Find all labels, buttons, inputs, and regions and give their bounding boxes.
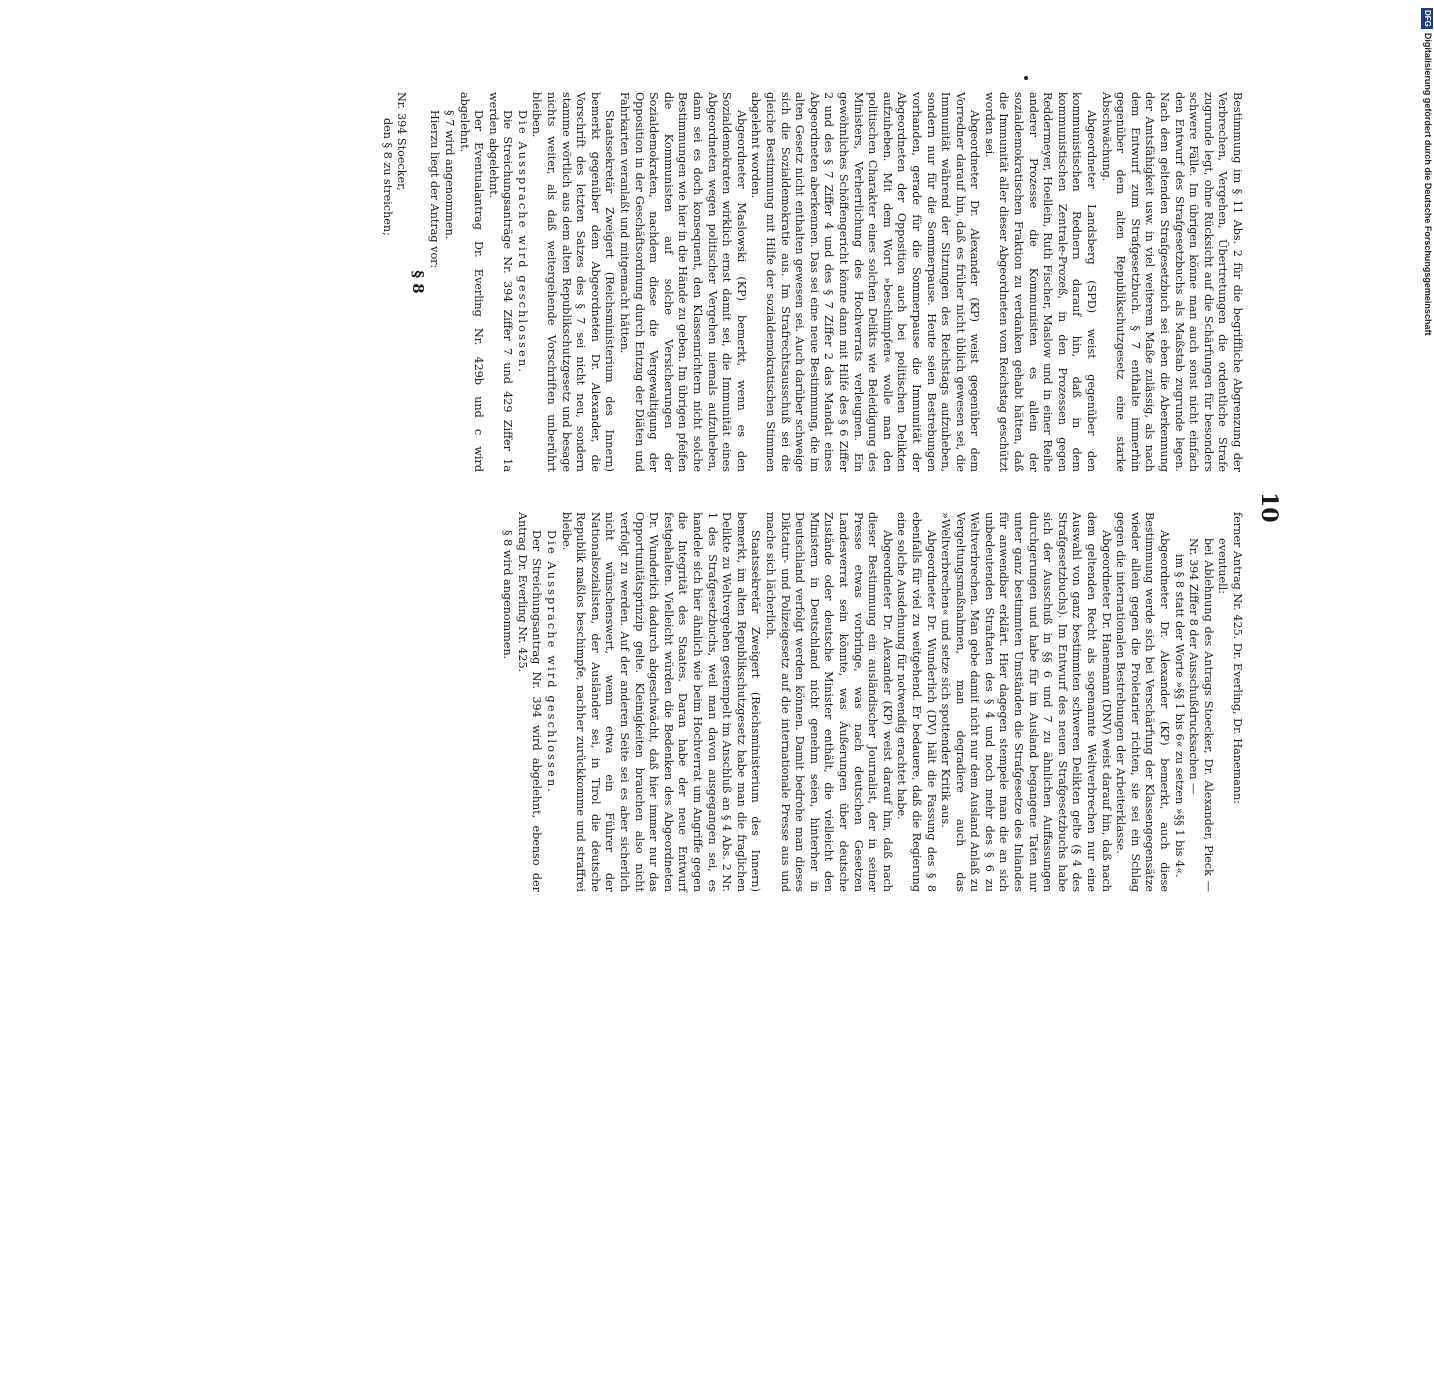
paragraph: Abgeordneter Dr. Alexander (KP) bemerkt, auch diese Bestimmung werde sich bei Verschärfung der Klassengegensätze wieder allein gegen die Proletarier richten, sie sei ein Schlag gegen die internationalen Bestrebungen der Arbeiterklasse. xyxy=(1114,512,1172,892)
eventuell-text: bei Ablehnung des Antrags Stoecker, Dr. Alexander, Pieck — Nr. 394 Ziffer 8 der Ausschußdrucksachen — xyxy=(1187,538,1215,892)
dfg-logo: DFG xyxy=(1423,10,1432,27)
section-heading: § 8 xyxy=(408,270,427,294)
left-column xyxy=(379,92,1244,472)
document-page xyxy=(0,92,1292,1382)
paragraph: Abgeordneter Landsberg (SPD) weist gegenüber den kommunistischen Rednern darauf hin, daß in dem kommunistischen Zentrale-Prozeß, in den Prozessen gegen Reddermeyer, Hoellein, Ruth Fischer, Maslow und in einer Reihe anderer Prozesse die Kommunisten es allein der sozialdemokratischen Fraktion zu verdanken gehabt hätten, daß die Immunität aller dieser Abgeordneten vom Reichstag geschützt worden sei. xyxy=(982,92,1099,472)
motion-text: den § 8 zu streichen; xyxy=(380,118,394,236)
discussion-closed: Die Aussprache wird geschlossen. xyxy=(545,530,559,795)
motion-intro: ferner Antrag Nr. 425. Dr. Everling, Dr. Hanemann: xyxy=(1231,512,1244,805)
paragraph: Bestimmung im § 11 Abs. 2 für die begriffliche Abgrenzung der Verbrechen, Vergehen, Übertretungen die ordentliche Strafe zugrunde legt, ohne Rücksicht auf die Schärfungen für besonders schwere Fälle. Im übrigen könne man auch sonst nicht einfach den Entwurf des Strafgesetzbuchs als Maßstab zugrunde legen. Nach dem geltenden Strafgesetzbuch sei eben die Aberkennung der Amtsfähigkeit usw. in viel weiterem Maße zulässig, als nach dem Entwurf zum Strafgesetzbuch. § 7 enthalte immerhin gegenüber dem alten Republikschutzgesetz eine starke Abschwächung. xyxy=(1099,92,1244,472)
motion-reference: Nr. 394 Stoecker, xyxy=(395,92,409,191)
eventuell-label: eventuell: xyxy=(1216,538,1230,595)
page-number: 10 xyxy=(1256,492,1282,523)
credit-text xyxy=(1421,8,1434,992)
section-accepted: § 7 wird angenommen. xyxy=(442,110,456,240)
page-content xyxy=(122,92,1292,912)
discussion-closed: Die Aussprache wird geschlossen. xyxy=(515,110,529,375)
eventual-result: Der Eventualantrag Dr. Everling Nr. 429b und c wird abgelehnt. xyxy=(457,92,486,472)
ink-speck xyxy=(1024,76,1028,80)
paragraph: Staatssekretär Zweigert (Reichsministerium des Innern) bemerkt gegenüber dem Abgeordneten Dr. Alexander, die Vorschrift des letzten Satzes des § 7 sei nicht neu, sondern stamme wörtlich aus dem alten Republikschutzgesetz und besage nichts weiter, als daß weitergehende Vorschriften unberührt bleiben. xyxy=(530,92,617,472)
final-result: Der Streichungsantrag Nr. 394 wird abgelehnt, ebenso der Antrag Dr. Everling Nr. 425. xyxy=(515,512,544,892)
section-accepted: § 8 wird angenommen. xyxy=(501,530,515,660)
paragraph: Abgeordneter Maslowski (KP) bemerkt, wenn es den Sozialdemokraten wirklich ernst damit sei, die Immunität eines Abgeordneten wegen politischer Vergehen niemals aufzuheben, dann sei es doch konsequent, den Klassenrichtern nicht solche Bestimmungen wie hier in die Hände zu geben. Im übrigen pfeifen die Kommunisten auf solche Versicherungen der Sozialdemokraten, nachdem diese die Vergewaltigung der Opposition in der Geschäftsordnung durch Entzug der Diäten und Fahrkarten veranlaßt und mitgemacht hätten. xyxy=(618,92,748,472)
paragraph: Abgeordneter Dr. Wunderlich (DV) hält die Fassung des § 8 ebenfalls für viel zu weitgehend. Er bedauere, daß die Regierung eine solche Ausdehnung für notwendig erachtet habe. xyxy=(895,512,938,892)
paragraph: Abgeordneter Dr. Alexander (KP) weist gegenüber dem Vorredner darauf hin, daß es früher nicht üblich gewesen sei, die Immunität während der Sitzungen des Reichstags aufzuheben, sondern nur für die Sommerpause. Heute seien Bestrebungen vorhanden, gerade für die Sommerpause die Immunität der Abgeordneten der Opposition auch bei politischen Delikten aufzuheben. Mit dem Wort »beschimpfen« wolle man den politischen Charakter eines solchen Delikts wie Beleidigung des Ministers, Verherrlichung des Hochverrats verleugnen. Ein gewöhnliches Schöffengericht könne dann mit Hilfe des § 6 Ziffer 2 und des § 7 Ziffer 4 und des § 7 Ziffer 2 das Mandat eines Abgeordneten aberkennen. Das sei eine neue Bestimmung, die im alten Gesetz nicht enthalten gewesen sei. Auch darüber schweige sich die Sozialdemokratie aus. Im Strafrechtsausschuß sei die gleiche Bestimmung mit Hilfe der sozialdemokratischen Stimmen abgelehnt worden. xyxy=(749,92,982,472)
replacement-text: im § 8 statt der Worte »§§ 1 bis 6« zu setzen »§§ 1 bis 4«. xyxy=(1172,554,1186,878)
credit-label: Digitalisierung gefördert durch die Deutsche Forschungsgemeinschaft xyxy=(1423,32,1433,336)
paragraph: Staatssekretär Zweigert (Reichsministerium des Innern) bemerkt, im alten Republikschutzgesetz habe man die fraglichen Delikte zu Weltvergehen gestempelt im Anschluß an § 4 Abs. 2 Nr. 1 des Strafgesetzbuchs, weil man davon ausgegangen sei, es handele sich hier ähnlich wie beim Hochverrat um Angriffe gegen die Integrität des Staates. Daran habe der neue Entwurf festgehalten. Vielleicht würden die Bedenken des Abgeordneten Dr. Wunderlich dadurch abgeschwächt, daß hier immer nur das Opportunitätsprinzip gelte. Kleinigkeiten brauchen also nicht verfolgt zu werden. Auf der anderen Seite sei es aber sicherlich nicht wünschenswert, wenn etwa ein Führer der Nationalsozialisten, der Ausländer sei, in Tirol die deutsche Republik maßlos beschimpfe, nachher zurückkomme und straffrei bleibe. xyxy=(559,512,763,892)
next-motion-intro: Hierzu liegt der Antrag vor: xyxy=(428,110,442,269)
paragraph: Abgeordneter Dr. Hanemann (DNV) weist darauf hin, daß nach dem geltenden Recht als sogenannte Weltverbrechen nur eine Auswahl von ganz bestimmten schweren Delikten gelte (§ 4 des Strafgesetzbuchs). Im Entwurf des neuen Strafgesetzbuchs habe sich der Ausschuß in §§ 6 und 7 zu ähnlichen Auffassungen durchgerungen und habe für im Ausland begangene Taten nur unter ganz bestimmten Umständen die Strafgesetze des Inlandes für anwendbar erklärt. Hier dagegen stempele man die an sich unbedeutenden Straftaten des § 4 und noch mehr des § 6 zu Weltverbrechen. Man gebe damit nicht nur dem Ausland Anlaß zu Vergeltungsmaßnahmen, man degradiere auch das »Weltverbrechen« und setze sich spottender Kritik aus. xyxy=(939,512,1113,892)
motions-result: Die Streichungsanträge Nr. 394 Ziffer 7 und 429 Ziffer 1a werden abgelehnt. xyxy=(486,92,515,472)
paragraph: Abgeordneter Dr. Alexander (KP) weist darauf hin, daß nach dieser Bestimmung ein ausländischer Journalist, der in seiner Presse etwas vorbringe, was nach deutschen Gesetzen Landesverrat sein könnte, was Äußerungen über deutsche Zustände oder deutsche Minister enthält, die vielleicht den Ministern in Deutschland nicht genehm seien, hinterher in Deutschland verfolgt werden können. Damit bedrohe man dieses Diktatur- und Polizeigesetz auf die internationale Presse aus und mache sich lächerlich. xyxy=(764,512,894,892)
digitization-credit xyxy=(1420,8,1434,992)
right-column xyxy=(500,512,1244,892)
